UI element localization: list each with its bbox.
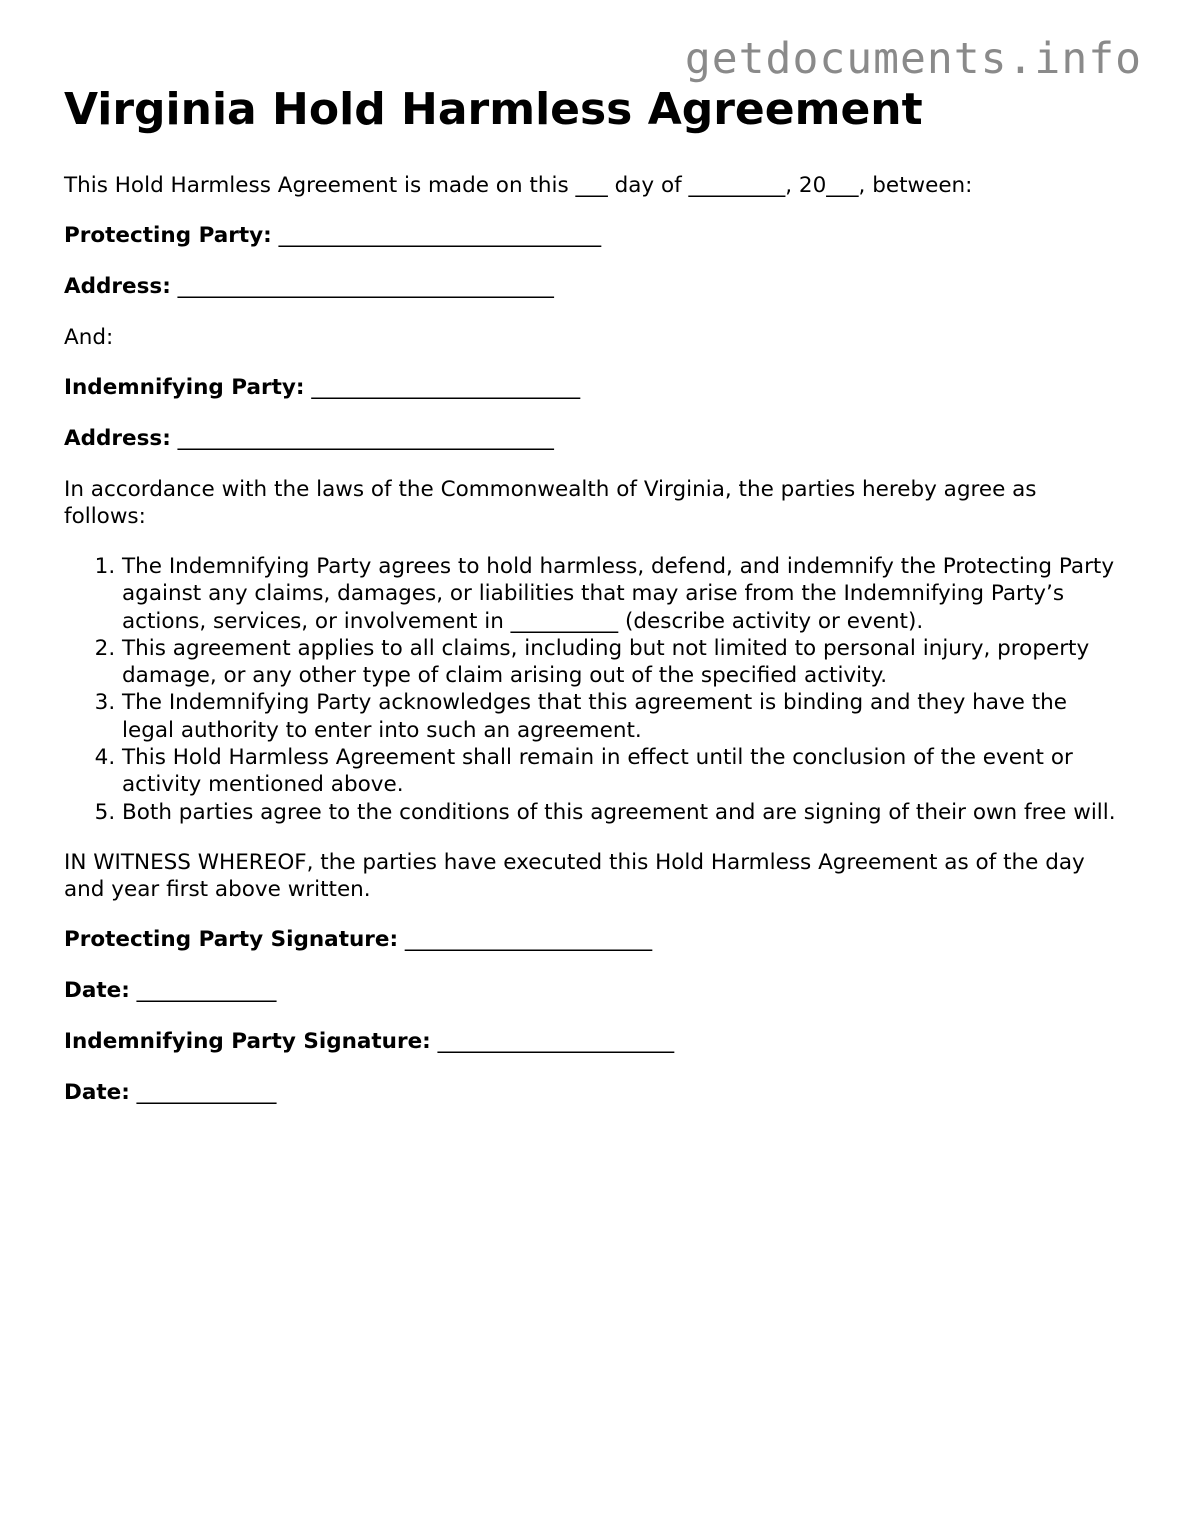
indemnifying-date-label: Date: bbox=[64, 1079, 130, 1105]
indemnifying-party-field bbox=[64, 374, 1124, 401]
protecting-address-label: Address: bbox=[64, 274, 171, 299]
witness-paragraph: IN WITNESS WHEREOF, the parties have executed this Hold Harmless Agreement as of the day and year first above written. bbox=[64, 849, 1085, 902]
term-item: 2. This agreement applies to all claims, including but not limited to personal injury, property damage, or any other type of claim arising out of the specified activity. bbox=[122, 635, 1124, 690]
protecting-signature-field bbox=[64, 926, 1124, 953]
term-item: 1. The Indemnifying Party agrees to hold harmless, defend, and indemnify the Protecting Party against any claims, damages, or liabilities that may arise from the Indemnifying Party’s actions, services, or involvement in __________ (describe activity or event). bbox=[122, 553, 1124, 635]
indemnifying-party-blank[interactable]: _________________________ bbox=[311, 375, 581, 400]
term-item: 5. Both parties agree to the conditions of this agreement and are signing of their own free will. bbox=[122, 799, 1124, 826]
indemnifying-date-field bbox=[64, 1079, 1124, 1106]
protecting-party-label: Protecting Party: bbox=[64, 223, 272, 248]
indemnifying-address-label: Address: bbox=[64, 426, 171, 451]
protecting-signature-label: Protecting Party Signature: bbox=[64, 926, 399, 952]
protecting-date-blank[interactable]: _____________ bbox=[136, 977, 277, 1003]
protecting-party-field bbox=[64, 222, 1124, 249]
indemnifying-address-blank[interactable]: ___________________________________ bbox=[177, 426, 554, 451]
indemnifying-signature-label: Indemnifying Party Signature: bbox=[64, 1028, 431, 1054]
intro-paragraph: This Hold Harmless Agreement is made on this ___ day of _________, 20___, between: bbox=[64, 173, 973, 198]
indemnifying-date-blank[interactable]: _____________ bbox=[136, 1079, 277, 1105]
watermark: getdocuments.info bbox=[684, 34, 1142, 84]
protecting-address-field bbox=[64, 273, 1124, 300]
protecting-date-field bbox=[64, 977, 1124, 1004]
document-title: Virginia Hold Harmless Agreement bbox=[64, 84, 923, 135]
protecting-date-label: Date: bbox=[64, 977, 130, 1003]
protecting-party-blank[interactable]: ______________________________ bbox=[278, 223, 602, 248]
indemnifying-signature-blank[interactable]: ______________________ bbox=[437, 1028, 675, 1054]
indemnifying-party-label: Indemnifying Party: bbox=[64, 375, 305, 400]
term-item: 4. This Hold Harmless Agreement shall remain in effect until the conclusion of the event or activity mentioned above. bbox=[122, 744, 1124, 799]
term-item: 3. The Indemnifying Party acknowledges that this agreement is binding and they have the legal authority to enter into such an agreement. bbox=[122, 689, 1124, 744]
and-label: And: bbox=[64, 325, 114, 350]
indemnifying-signature-field bbox=[64, 1028, 1124, 1055]
protecting-address-blank[interactable]: ___________________________________ bbox=[177, 274, 554, 299]
protecting-signature-blank[interactable]: _______________________ bbox=[404, 926, 653, 952]
indemnifying-address-field bbox=[64, 425, 1124, 452]
terms-list bbox=[64, 553, 1124, 826]
accordance-paragraph: In accordance with the laws of the Commonwealth of Virginia, the parties hereby agree as follows: bbox=[64, 477, 1037, 529]
document-page bbox=[64, 82, 1124, 1130]
